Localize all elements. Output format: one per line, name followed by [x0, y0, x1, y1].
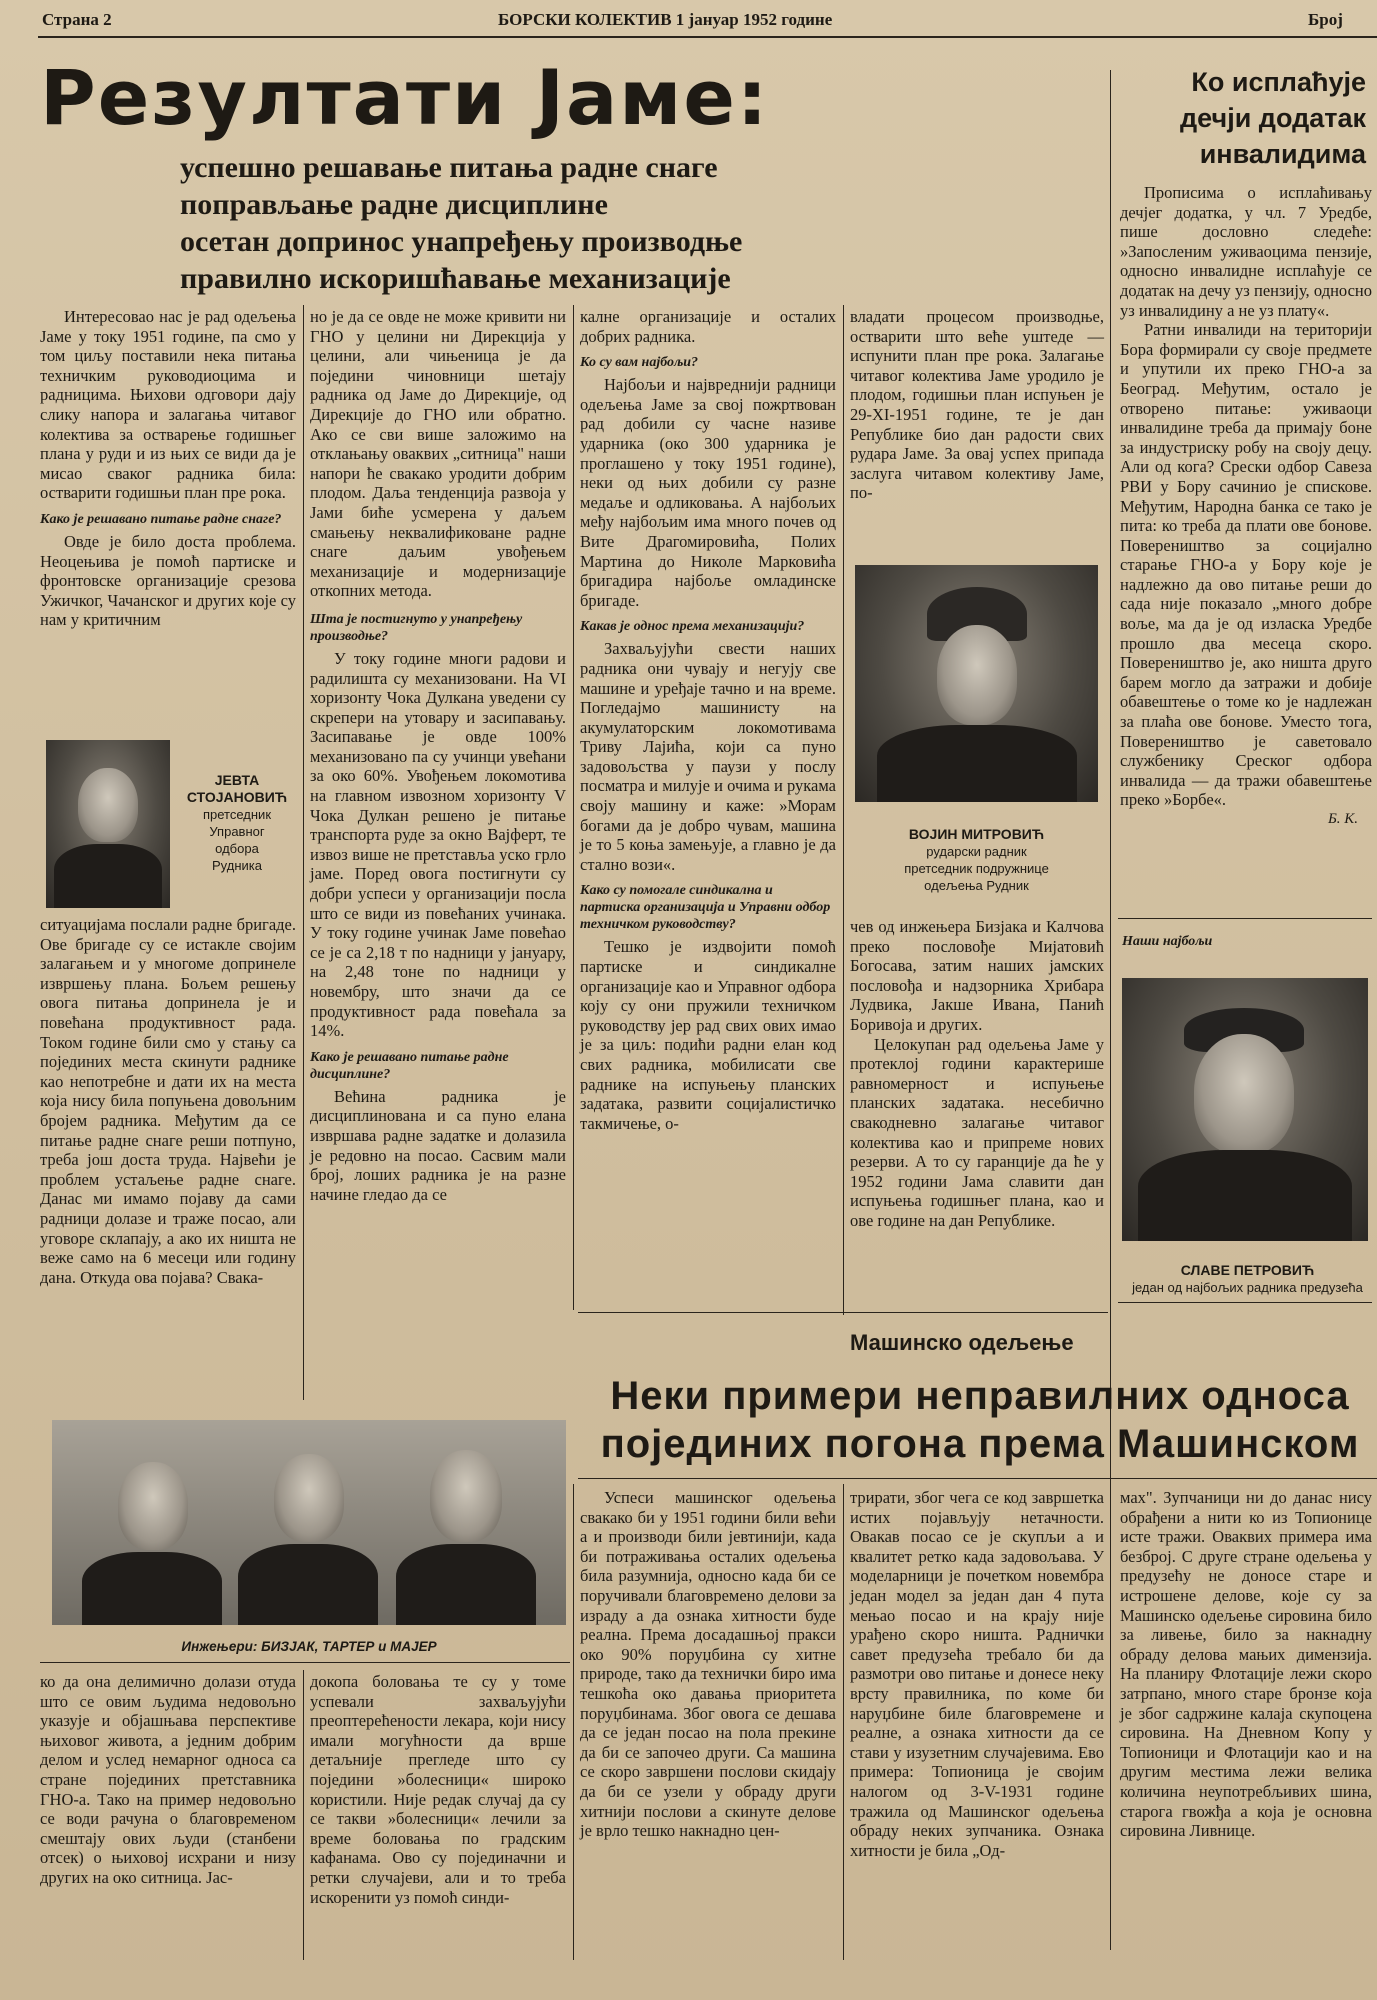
- sidebar-rule: [1118, 918, 1372, 919]
- article-column-3: [580, 307, 836, 1133]
- column-rule: [303, 1670, 304, 1960]
- paragraph: Најбољи и највреднији радници одељења Јаме за свој пожртвован рад добили су часне називе ударника (око 300 ударника је проглашено у току 1951 године), неки од њих добили су разне медаље и одликовања. А најбољих међу најбољим има много почев од Вите Драгомировића, Полих Мартина до Николе Марковића бригадира најбоље омладинске бригаде.: [580, 375, 836, 610]
- caption-vojin: [855, 826, 1098, 894]
- question-heading: Како су помогале синдикална и партиска организација и Управни одбор техничком руководству?: [580, 883, 831, 933]
- caption-line: СТОЈАНОВИЋ: [186, 789, 288, 805]
- question-heading: Како је решавано питање радне дисциплине?: [310, 1049, 509, 1082]
- sidebar-headline-line: инвалидима: [1199, 139, 1366, 169]
- caption-engineers: Инжењери: БИЗЈАК, ТАРТЕР и МАЈЕР: [181, 1639, 437, 1654]
- sidebar-headline: [1114, 64, 1366, 172]
- portrait-photo-slave: [1122, 978, 1368, 1241]
- column-rule: [303, 305, 304, 1400]
- group-photo-engineers: [52, 1420, 566, 1625]
- headline-line: Неки примери неправилних односа: [610, 1374, 1350, 1418]
- caption-line: један од најбољих радника предузећа: [1132, 1280, 1363, 1295]
- paragraph: но је да се овде не може кривити ни ГНО у целини ни Дирекција у целини, али чињеница је да поједини чиновници шетају радника од Јаме до Дирекције, од Дирекције до ГНО или обратно. Ако се сви више заложимо на отклањању оваквих „ситница" наши напори ће свакако уродити добрим плодом. Даља тенденција развоја у Јами биће усмерена у даљем смањењу неквалификоване радне снаге даљим увођењем механизације и модернизације откопних метода.: [310, 307, 566, 601]
- article-column-2: [310, 307, 566, 1204]
- paragraph: ко да она делимично долази отуда што се овим људима недовољно указује и објашњава перспективе њиховог живота, а једним добрим делом и услед немарног односа са стране појединих претставника ГНО-а. Тако на пример недовољно се води рачуна о благовременом смештају ових људи (станбени отсек) о њиховој исхрани и низу других на око ситница. Јас-: [40, 1672, 296, 1887]
- sidebar-rule: [1118, 1302, 1372, 1303]
- column-rule: [573, 305, 574, 1310]
- paragraph: докопа боловања те су у томе успевали захваљујући преоптерећености лекара, који нису имали могућности да врше детаљније прегледе што су поједини »болесници« широко користили. Није редак случај да су се такви »болесници« лечили за време боловања по градским кафанама. Ово су појединачни и ретки случајеви, али и то треба искоренити уз помоћ синди-: [310, 1672, 566, 1907]
- paragraph: Захваљујући свести наших радника они чувају и негују све машине и уређаје тачно и на време. Погледајмо машинисту на акумулаторским локомотивама Триву Лајића, који са пуно задовољства у паузи у послу посматра и милује и очима и рукама своју машину и каже: »Морам богами да је добро чувам, машина је то 5 коња замењује, а главно је да стално вози«.: [580, 639, 836, 874]
- caption-line: Управног: [209, 824, 265, 839]
- page-number: Страна 2: [42, 10, 112, 29]
- column-rule: [1110, 70, 1111, 1950]
- masthead: БОРСКИ КОЛЕКТИВ 1 јануар 1952 године: [498, 10, 833, 29]
- question-heading: Како је решавано питање радне снаге?: [40, 511, 282, 527]
- paragraph: Интересовао нас је рад одељења Јаме у току 1951 године, па смо у том циљу поставили нека питања техничким руководиоцима и радницима. Њихови одговори дају слику напора и залагања читавог колектива за остварење годишњег плана у руди и из њих се види да је мисао сваког радника била: остварити годишњи план пре рока.: [40, 307, 296, 503]
- section-headline: [580, 1372, 1377, 1468]
- portrait-photo-jevta: [46, 740, 170, 908]
- question-heading: Какав је однос према механизацији?: [580, 619, 805, 635]
- question-heading: Ко су вам најбољи?: [580, 355, 699, 371]
- article-column-4: [850, 307, 1104, 503]
- caption-jevta: [172, 772, 302, 874]
- caption-line: Рудника: [212, 858, 262, 873]
- paragraph: владати процесом производње, остварити што веће уштеде — испунити план пре рока. Залагање читавог колектива Јаме уродило је плодом, годишњи план испуњен је 29-XI-1951 године, те је дан Републике био дан радости свих рудара Јаме. За овај успех припада заслуга читавом колективу Јаме, по-: [850, 307, 1104, 503]
- article-column-2-bottom: [310, 1672, 566, 1907]
- issue-number: Број: [1308, 10, 1343, 29]
- caption-line: ВОЈИН МИТРОВИЋ: [908, 826, 1045, 842]
- best-workers-label: Наши најбољи: [1122, 934, 1213, 949]
- headline-line: појединих погона према Машинском: [600, 1422, 1360, 1466]
- machine-article-column-3: [1120, 1488, 1372, 1841]
- paragraph: Тешко је издвојити помоћ партиске и синдикалне организације као и Управног одбора коју су они пружили техничком руководству јер рад свих ових имао је за циљ: подићи радни елан код свих радника, мобилисати све раднике на испуњењу планских задатака, развити социјалистичко такмичење, о-: [580, 937, 836, 1133]
- paragraph: калне организације и осталих добрих радника.: [580, 307, 836, 346]
- paragraph: У току године многи радови и радилишта су механизовани. На VI хоризонту Чока Дулкана уведени су скрепери на утовару и засипавању. Засипавање је овде 100% механизовано па су учинци увећани за око 60%. Увођењем локомотива на главном извозном хоризонту V Чока Дулкан решено је питање транспорта руде за окно Вајферт, те извоз више не претставља уско грло јаме. Поред овога постигнути су добри успеси у организацији посла што се види из повећаних учинака. У току године учинак Јаме повећао се је са 2,18 т по надници у јануару, на 2,48 тоне по надници у новембру, што значи да се продуктивност рада повећала за 14%.: [310, 648, 566, 1041]
- paragraph: Већина радника је дисциплинована и са пуно елана извршава радне задатке и долазила је редовно на посао. Сасвим мали број, лоших радника је на разне начине гледао да се: [310, 1086, 566, 1204]
- article-column-1: [40, 307, 296, 630]
- sidebar-headline-line: дечји додатак: [1180, 103, 1366, 133]
- machine-article-column-2: [850, 1488, 1104, 1860]
- column-rule: [573, 1484, 574, 1960]
- machine-article-column-1: [580, 1488, 836, 1841]
- signature: Б. К.: [1327, 811, 1358, 827]
- paragraph: Прописима о исплаћивању дечјег додатка, у чл. 7 Уредбе, пише дословно следеће: »Запосленим уживаоцима пензије, односно инвалидне исплаћује се додатак на дечу уз пензију, односно уз инвалидину а не уз плату«.: [1120, 183, 1372, 320]
- subtitle-1: успешно решавање питања радне снаге: [180, 151, 718, 184]
- caption-line: одбора: [215, 841, 259, 856]
- subtitle-4: правилно искоришћавање механизације: [180, 262, 731, 295]
- paragraph: чев од инжењера Бизјака и Калчова преко пословође Мијатовић Богосава, затим наших јамских пословођа и надзорника Хрибара Лудвика, Јакше Ивана, Панић Боривоја и других.: [850, 917, 1104, 1034]
- caption-line: одељења Рудник: [924, 878, 1029, 893]
- caption-slave: [1118, 1262, 1377, 1296]
- portrait-photo-vojin: [855, 565, 1098, 802]
- caption-line: претседник подружнице: [904, 861, 1049, 876]
- question-heading: Шта је постигнуто у унапређењу производње?: [310, 611, 523, 644]
- column-rule: [843, 1484, 844, 1960]
- caption-line: рударски радник: [926, 844, 1027, 859]
- subtitle-3: осетан допринос унапређењу производње: [180, 225, 743, 258]
- section-rule: [578, 1478, 1377, 1479]
- article-column-1-bottom: [40, 1672, 296, 1888]
- paragraph: ситуацијама послали радне бригаде. Ове бригаде су се истакле својим залагањем и у многоме допринеле извршењу плана. Бољем решењу овога питања допринела је и повећана продуктивност рада. Током године били смо у стању са појединих места скинути раднике као непотребне и дати их на места која нису била попуњена довољним бројем радника. Међутим да се питање радне снаге реши потпуно, треба још доста труда. Највећи је проблем устаљење радне снаге. Данас ми имамо појаву да сами радници долазе и траже посао, али уговоре склапају, а ако их ништа не веже само на 6 месеци или годину дана. Откуда ова појава? Свака-: [40, 915, 296, 1287]
- sidebar-headline-line: Ко исплаћује: [1191, 67, 1366, 97]
- paragraph: Овде је било доста проблема. Неоцењива је помоћ партиске и фронтовске организације срезова Ужичког, Чачанског и других које су нам у критичним: [40, 531, 296, 630]
- caption-line: претседник: [202, 807, 272, 822]
- main-headline: Резултати Јаме:: [40, 53, 770, 142]
- paragraph: Целокупан рад одељења Јаме у протеклој години карактерише равномерност и испуњење планских задатака. несебично свакодневно залагање читавог колектива као и припреме нових резерви. А то су гаранције да ће у 1952 години Јама славити дан испуњења годишњег плана, као и ове године на дан Републике.: [850, 1034, 1104, 1230]
- paragraph: мах". Зупчаници ни до данас нису обрађени а нити ко из Топионице истe тражи. Оваквих примера има безброј. С друге стране одељења у предузећу не доносе старе и истрошене делове, које су за Машинско одељење сировина било за ливење, било за накнадну обраду делова мањих димензија. На планиру Флотације лежи скоро затрпано, много старе бронзе која је због садржине калаја скупоцена сировина. На Дневном Копу у Топионици и Флотацији као и на другим местима лежи велика количина неупотребљивих шина, старога гвожђа а која је основна сировина Ливнице.: [1120, 1488, 1372, 1841]
- article-column-1-cont: [40, 915, 296, 1287]
- article-column-4-cont: [850, 917, 1104, 1231]
- caption-line: СЛАВЕ ПЕТРОВИЋ: [1180, 1262, 1315, 1278]
- paragraph: Успеси машинског одељења свакако би у 1951 години били већи а и производи били јевтинији, када би потраживања осталих одељења била разумнија, односно када би се поручивали благовремено делови за израду а да ознака хитности буде реална. Према досадашњој пракси око 90% поруџбина су хитне природе, тако да технички биро има тешкоћа око давања приоритета поруџбинама. Због овога се дешава да се један посао на пола прекине да би се започео други. Са машина се скоро завршени послови скидају да би се узели у обраду други хитнији послови а скинуте делове је врло тешко накнадно цен-: [580, 1488, 836, 1841]
- sidebar-article: [1120, 183, 1372, 830]
- caption-line: ЈЕВТА: [214, 772, 260, 788]
- paragraph: трирати, због чега се код завршетка истих појављују нетачности. Овакав посао се је скупљи а и квалитет ретко када задовољава. У моделарници је почетком новембра један модел за један дан 4 пута мењао посао и на крају није урађено скоро ништа. Раднички савет предузећа требало би да размотри ово питање и донесе неку врсту правилника, по коме би наруџбине биле благовремене и реалне, а ознака хитности да се стави у изузетним случајевима. Ево примера: Топионица је својим налогом од 3-V-1931 године тражила од Машинског одељења обраду неких зупчаника. Ознака хитности је била „Од-: [850, 1488, 1104, 1860]
- column-rule: [843, 305, 844, 1315]
- section-rule: [578, 1312, 1108, 1313]
- section-label: Машинско одељење: [850, 1330, 1074, 1355]
- paragraph: Ратни инвалиди на територији Бора формирали су своје предмете и упутили их преко ГНО-а за Београд. Међутим, остало је отворено питање: уживаоци инвалидине треба да примају боне за индустриску робу на своју децу. Али од кога? Срески одбор Савеза РВИ у Бору сачинио је спискове. Међутим, Народна банка се тако је пита: ко треба да плати ове бонове. Повереништво за социјално старање ГНО-а у Бору које је надлежно да ово питање реши до сада није показало „много добре воље, ма да је од изласка Уредбе прошло два месеца скоро. Повереништво је, ако ништа друго барем могло да затражи и добије обавештење о томе ко је надлежан за плаћа ове бонове. Уместо тога, Повереништво је саветовало службенику Среског одбора инвалида — да тражи обавештење преко »Борбе«.: [1120, 320, 1372, 810]
- header-rule: [38, 36, 1377, 38]
- section-rule: [40, 1662, 570, 1663]
- subtitle-2: поправљање радне дисциплине: [180, 188, 608, 221]
